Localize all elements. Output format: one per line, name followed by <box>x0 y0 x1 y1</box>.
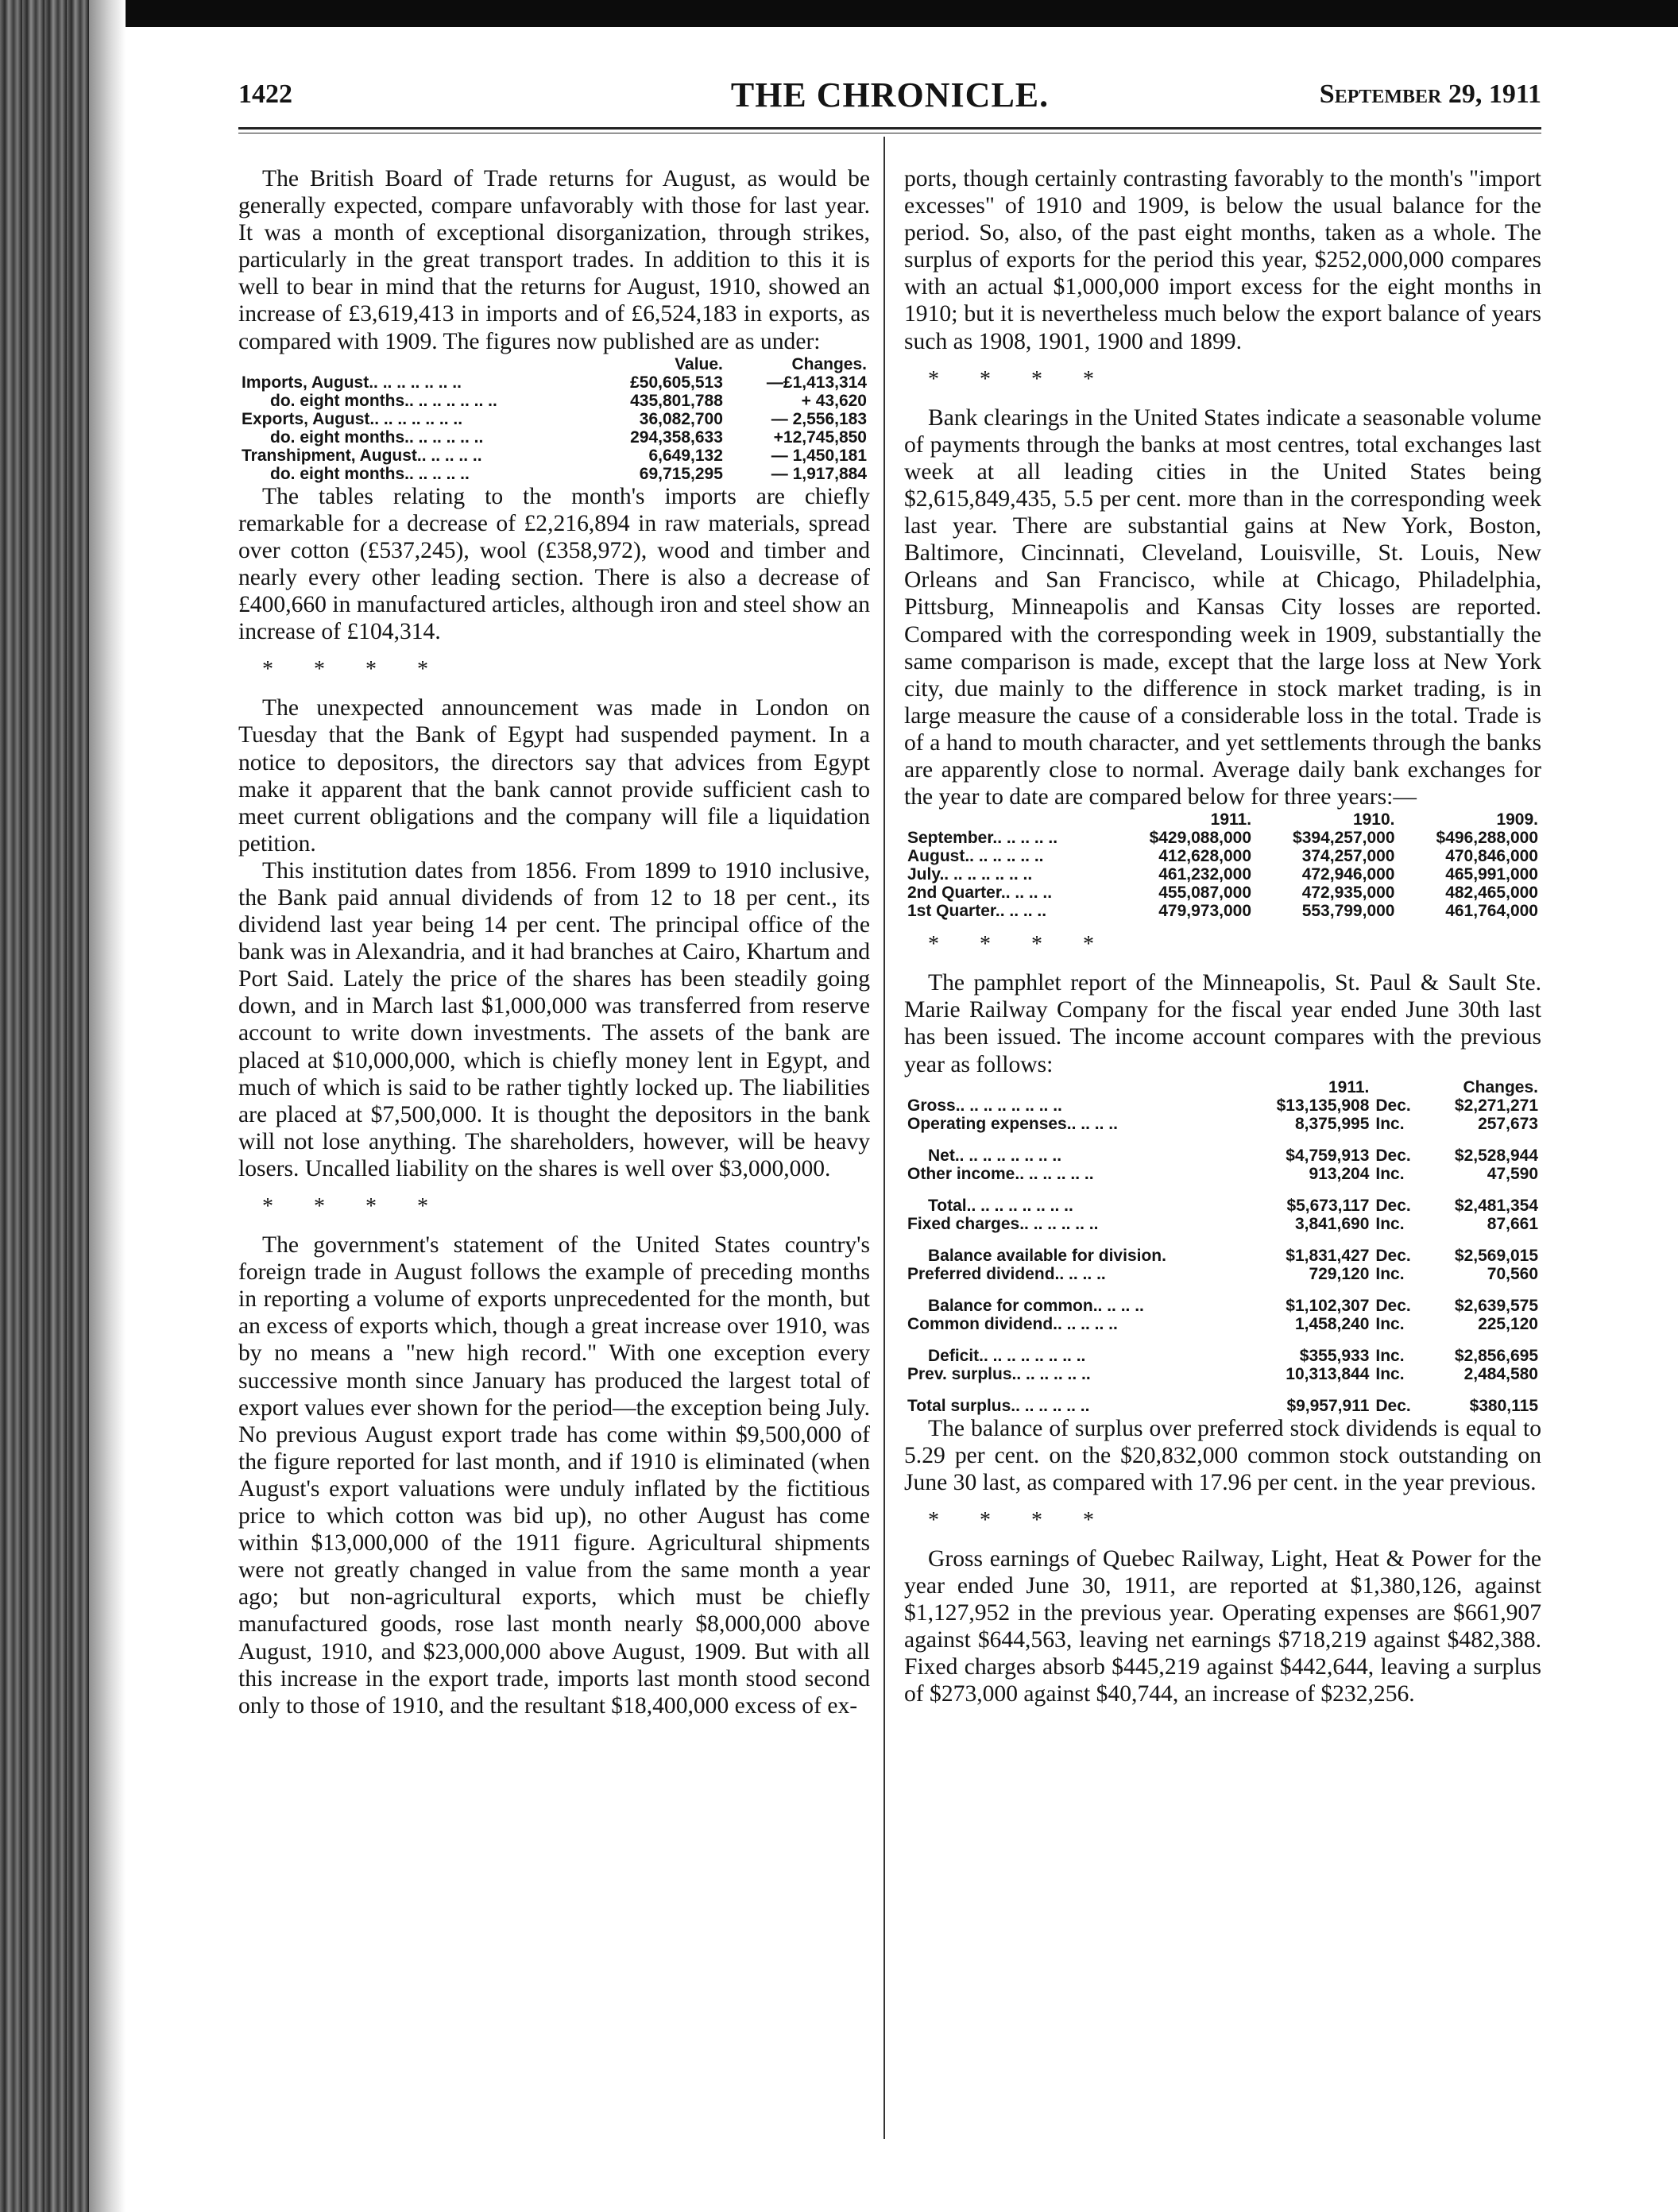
row-label: do. eight months.. .. .. .. .. <box>270 464 470 483</box>
row-amount: $1,831,427 <box>1286 1246 1370 1265</box>
value-1909: 482,465,000 <box>1445 884 1538 903</box>
row-direction: Dec. <box>1375 1146 1411 1165</box>
publication-title: THE CHRONICLE. <box>730 75 1050 114</box>
row-label: September.. .. .. .. .. <box>907 829 1058 848</box>
row-label: Total surplus.. .. .. .. .. .. <box>907 1396 1090 1415</box>
row-label: do. eight months.. .. .. .. .. .. .. <box>270 391 497 410</box>
table-row <box>238 392 870 410</box>
row-change: $2,569,015 <box>1454 1246 1538 1265</box>
table-row <box>904 884 1541 902</box>
row-direction: Inc. <box>1375 1164 1405 1183</box>
row-change: 47,590 <box>1487 1164 1538 1183</box>
table-row <box>904 1197 1541 1215</box>
page-header <box>238 75 1541 119</box>
row-amount: 10,313,844 <box>1286 1364 1370 1383</box>
row-change: 257,673 <box>1478 1114 1538 1133</box>
row-amount: 1,458,240 <box>1294 1314 1370 1333</box>
row-label: August.. .. .. .. .. .. <box>907 847 1044 866</box>
table-row <box>238 428 870 447</box>
row-direction: Inc. <box>1375 1114 1405 1133</box>
export-balance-paragraph: ports, though certainly contrasting favorably to the month's "import excesses" of 1910 and 1909, is below the usual balance for the period. So, also, of the past eight months, taken as a whole. The surplus of exports for the period this year, $252,000,000 compares with an actual $1,000,000 import excess for the eight months in 1910; but it is nevertheless much below the export balance of years such as 1908, 1901, 1900 and 1899. <box>904 166 1541 354</box>
row-amount: 8,375,995 <box>1294 1114 1370 1133</box>
row-label: 1st Quarter.. .. .. .. <box>907 902 1047 921</box>
right-column <box>904 165 1541 1708</box>
value-1910: $394,257,000 <box>1293 829 1395 848</box>
row-direction: Inc. <box>1375 1314 1405 1333</box>
row-label: Net.. .. .. .. .. .. .. .. <box>928 1146 1062 1165</box>
value-1909: 470,846,000 <box>1445 847 1538 866</box>
row-amount: $1,102,307 <box>1286 1296 1370 1315</box>
row-change: 87,661 <box>1487 1214 1538 1233</box>
row-change: +12,745,850 <box>773 427 867 447</box>
table-row <box>904 902 1541 920</box>
row-amount: 3,841,690 <box>1294 1214 1370 1233</box>
value-1911: 455,087,000 <box>1158 884 1252 903</box>
row-change: + 43,620 <box>801 391 867 410</box>
row-amount: $9,957,911 <box>1286 1396 1370 1415</box>
value-1909: 465,991,000 <box>1445 865 1538 884</box>
table-row <box>238 465 870 483</box>
bank-clearings-paragraph: Bank clearings in the United States indicate a seasonable volume of payments through the banks at most centres, total exchanges last week at all leading cities in the United States being $2,615,849,435, 5.5 per cent. more than in the corresponding week last year. There are substantial gains at New York, Boston, Baltimore, Cincinnati, Cleveland, Louisville, St. Louis, New Orleans and San Francisco, while at Chicago, Philadelphia, Pittsburg, Minneapolis and Kansas City losses are reported. Compared with the corresponding week in 1909, substantially the same comparison is made, except that the large loss at New York city, due mainly to the difference in stock market trading, is in large measure the cause of a considerable loss in the total. Trade is of a hand to mouth character, and yet settlements through the banks are apparently close to normal. Average daily bank exchanges for the year to date are compared below for three years:— <box>904 404 1541 810</box>
row-label: Fixed charges.. .. .. .. .. .. <box>907 1214 1099 1233</box>
column-divider <box>883 137 885 2139</box>
row-change: $2,639,575 <box>1454 1296 1538 1315</box>
value-1910: 472,946,000 <box>1301 865 1395 884</box>
income-year-header: 1911. <box>1328 1077 1370 1096</box>
row-direction: Dec. <box>1375 1396 1411 1415</box>
page-number: 1422 <box>238 79 292 109</box>
row-label: Balance available for division. <box>928 1246 1166 1265</box>
year-1909-header: 1909. <box>1496 810 1538 830</box>
trade-label-header <box>238 355 592 373</box>
row-label: Total.. .. .. .. .. .. .. .. <box>928 1196 1073 1215</box>
income-account-table <box>904 1078 1541 1415</box>
table-row <box>238 373 870 392</box>
row-label: do. eight months.. .. .. .. .. .. <box>270 427 484 447</box>
row-label: July.. .. .. .. .. .. .. <box>907 865 1033 884</box>
row-direction: Dec. <box>1375 1296 1411 1315</box>
value-1911: $429,088,000 <box>1149 829 1252 848</box>
bank-exchanges-table <box>904 810 1541 920</box>
row-change: — 2,556,183 <box>771 409 867 428</box>
row-label: Exports, August.. .. .. .. .. .. .. <box>242 409 463 428</box>
table-row <box>904 1115 1541 1133</box>
quebec-railway-paragraph: Gross earnings of Quebec Railway, Light, Heat & Power for the year ended June 30, 1911, are reported at $1,380,126, against $1,127,952 in the previous year. Operating expenses are $661,907 against $644,563, leaving net earnings $718,219 against $482,388. Fixed charges absorb $445,219 against $442,644, leaving a surplus of $273,000 against $40,744, an increase of $232,256. <box>904 1546 1541 1707</box>
value-1911: 461,232,000 <box>1158 865 1252 884</box>
row-change: 2,484,580 <box>1463 1364 1538 1383</box>
row-amount: $5,673,117 <box>1286 1196 1370 1215</box>
direction-header <box>1372 1078 1425 1096</box>
row-label: Preferred dividend.. .. .. .. <box>907 1264 1106 1283</box>
row-value: 69,715,295 <box>639 464 723 483</box>
table-row <box>904 1397 1541 1415</box>
table-row <box>904 1165 1541 1183</box>
row-change: — 1,917,884 <box>771 464 867 483</box>
value-1911: 479,973,000 <box>1158 902 1252 921</box>
value-1911: 412,628,000 <box>1158 847 1252 866</box>
table-row <box>904 1096 1541 1115</box>
row-change: $2,481,354 <box>1454 1196 1538 1215</box>
value-header: Value. <box>675 354 723 373</box>
row-label: 2nd Quarter.. .. .. .. <box>907 884 1053 903</box>
table-row <box>904 1215 1541 1233</box>
value-1909: $496,288,000 <box>1436 829 1538 848</box>
income-changes-header: Changes. <box>1463 1077 1538 1096</box>
row-amount: $13,135,908 <box>1276 1096 1370 1115</box>
table-row <box>904 1147 1541 1165</box>
left-column <box>238 165 870 1719</box>
table-row <box>904 1315 1541 1333</box>
row-value: 36,082,700 <box>639 409 723 428</box>
changes-header: Changes. <box>791 354 867 373</box>
income-label-header <box>904 1078 1245 1096</box>
row-direction: Inc. <box>1375 1264 1405 1283</box>
header-rule-thick <box>238 127 1541 130</box>
table-row <box>904 847 1541 865</box>
row-change: $2,271,271 <box>1454 1096 1538 1115</box>
row-label: Transhipment, August.. .. .. .. .. <box>242 446 482 465</box>
table-row <box>904 1297 1541 1315</box>
table-row <box>904 1347 1541 1365</box>
row-direction: Inc. <box>1375 1364 1405 1383</box>
us-foreign-trade-paragraph: The government's statement of the United States country's foreign trade in August follows the example of preceding months in reporting a volume of exports unprecedented for the month, but an excess of exports which, though a great increase over 1910, was by no means a "new high record." With one exception every successive month since January has produced the largest total of export values ever shown for the period—the exception being July. No previous August export trade has come within $9,500,000 of the figure reported for last month, and if 1910 is eliminated (when August's export valuations were unduly inflated by the fictitious price to which cotton was bid up), no other August has come within $13,000,000 of the 1911 figure. Agricultural shipments were not greatly changed in value from the same month a year ago; but non-agricultural exports, which must be chiefly manufactured goods, rose last month nearly $8,000,000 above August, 1910, and $23,000,000 above August, 1909. But with all this increase in the export trade, imports last month stood second only to those of 1910, and the resultant $18,400,000 excess of ex- <box>238 1232 870 1719</box>
spine-shadow <box>89 0 126 2212</box>
row-label: Deficit.. .. .. .. .. .. .. .. <box>928 1346 1086 1365</box>
clearings-label-header <box>904 810 1112 829</box>
row-amount: $355,933 <box>1299 1346 1370 1365</box>
row-label: Balance for common.. .. .. .. <box>928 1296 1144 1315</box>
bank-history-paragraph: This institution dates from 1856. From 1899 to 1910 inclusive, the Bank paid annual dividends of from 12 to 18 per cent., its dividend last year being 14 per cent. The principal office of the bank was in Alexandria, and it had branches at Cairo, Khartum and Port Said. Lately the price of the shares has been steadily going down, and in March last $1,000,000 was transferred from reserve account to write down investments. The assets of the bank are placed at $10,000,000, which is chiefly money lent in Egypt, and much of which is said to be rather tightly locked up. The liabilities are placed at $7,500,000. It is thought the depositors in the bank will not lose anything. The shareholders, however, will be heavy losers. Uncalled liability on the shares is well over $3,000,000. <box>238 857 870 1181</box>
row-amount: 729,120 <box>1309 1264 1370 1283</box>
value-1910: 553,799,000 <box>1301 902 1395 921</box>
scan-top-edge <box>0 0 1678 27</box>
section-separator: * * * * <box>928 366 1112 392</box>
section-separator: * * * * <box>928 932 1112 957</box>
row-change: —£1,413,314 <box>766 373 867 392</box>
value-1910: 374,257,000 <box>1301 847 1395 866</box>
row-change: — 1,450,181 <box>771 446 867 465</box>
row-direction: Inc. <box>1375 1214 1405 1233</box>
value-1909: 461,764,000 <box>1445 902 1538 921</box>
table-row <box>904 1365 1541 1383</box>
row-change: 70,560 <box>1487 1264 1538 1283</box>
table-row <box>904 1247 1541 1265</box>
imports-analysis-paragraph: The tables relating to the month's imports are chiefly remarkable for a decrease of £2,216,894 in raw materials, spread over cotton (£537,245), wool (£358,972), wood and timber and nearly every other leading section. There is also a decrease of £400,660 in manufactured articles, although iron and steel show an increase of £104,314. <box>238 483 870 645</box>
row-label: Gross.. .. .. .. .. .. .. .. <box>907 1096 1062 1115</box>
row-value: 435,801,788 <box>630 391 723 410</box>
surplus-paragraph: The balance of surplus over preferred stock dividends is equal to 5.29 per cent. on the $20,832,000 common stock outstanding on June 30 last, as compared with 17.96 per cent. in the year previous. <box>904 1415 1541 1495</box>
row-label: Other income.. .. .. .. .. .. <box>907 1164 1094 1183</box>
table-row <box>904 1265 1541 1283</box>
row-change: 225,120 <box>1478 1314 1538 1333</box>
table-row <box>238 447 870 465</box>
row-label: Prev. surplus.. .. .. .. .. .. <box>907 1364 1091 1383</box>
row-direction: Dec. <box>1375 1196 1411 1215</box>
value-1910: 472,935,000 <box>1301 884 1395 903</box>
row-value: 6,649,132 <box>648 446 723 465</box>
row-label: Operating expenses.. .. .. .. <box>907 1114 1118 1133</box>
board-of-trade-paragraph: The British Board of Trade returns for August, as would be generally expected, compare unfavorably with those for last year. It was a month of exceptional disorganization, through strikes, particularly in the great transport trades. In addition to this it is well to bear in mind that the returns for August, 1910, showed an increase of £3,619,413 in imports and of £6,524,183 in exports, as compared with 1909. The figures now published are as under: <box>238 166 870 354</box>
bank-of-egypt-paragraph: The unexpected announcement was made in London on Tuesday that the Bank of Egypt had suspended payment. In a notice to depositors, the directors say that advices from Egypt make it apparent that the bank cannot provide sufficient cash to meet current obligations and the company will file a liquidation petition. <box>238 695 870 857</box>
row-label: Imports, August.. .. .. .. .. .. .. <box>242 373 462 392</box>
table-row <box>904 865 1541 884</box>
row-change: $2,528,944 <box>1454 1146 1538 1165</box>
row-amount: $4,759,913 <box>1286 1146 1370 1165</box>
row-value: £50,605,513 <box>630 373 723 392</box>
table-row <box>904 829 1541 847</box>
row-amount: 913,204 <box>1309 1164 1370 1183</box>
year-1910-header: 1910. <box>1352 810 1395 830</box>
section-separator: * * * * <box>262 657 446 683</box>
book-spine <box>0 0 89 2212</box>
row-change: $2,856,695 <box>1454 1346 1538 1365</box>
section-separator: * * * * <box>928 1507 1112 1533</box>
row-label: Common dividend.. .. .. .. .. <box>907 1314 1118 1333</box>
row-direction: Dec. <box>1375 1246 1411 1265</box>
row-direction: Dec. <box>1375 1096 1411 1115</box>
table-row <box>238 410 870 428</box>
year-1911-header: 1911. <box>1210 810 1252 830</box>
railway-report-paragraph: The pamphlet report of the Minneapolis, St. Paul & Sault Ste. Marie Railway Company for the fiscal year ended June 30th last has been issued. The income account compares with the previous year as follows: <box>904 970 1541 1077</box>
row-value: 294,358,633 <box>630 427 723 447</box>
issue-date: September 29, 1911 <box>1319 79 1541 109</box>
row-direction: Inc. <box>1375 1346 1405 1365</box>
section-separator: * * * * <box>262 1194 446 1219</box>
row-change: $380,115 <box>1469 1396 1538 1415</box>
trade-returns-table <box>238 355 870 483</box>
